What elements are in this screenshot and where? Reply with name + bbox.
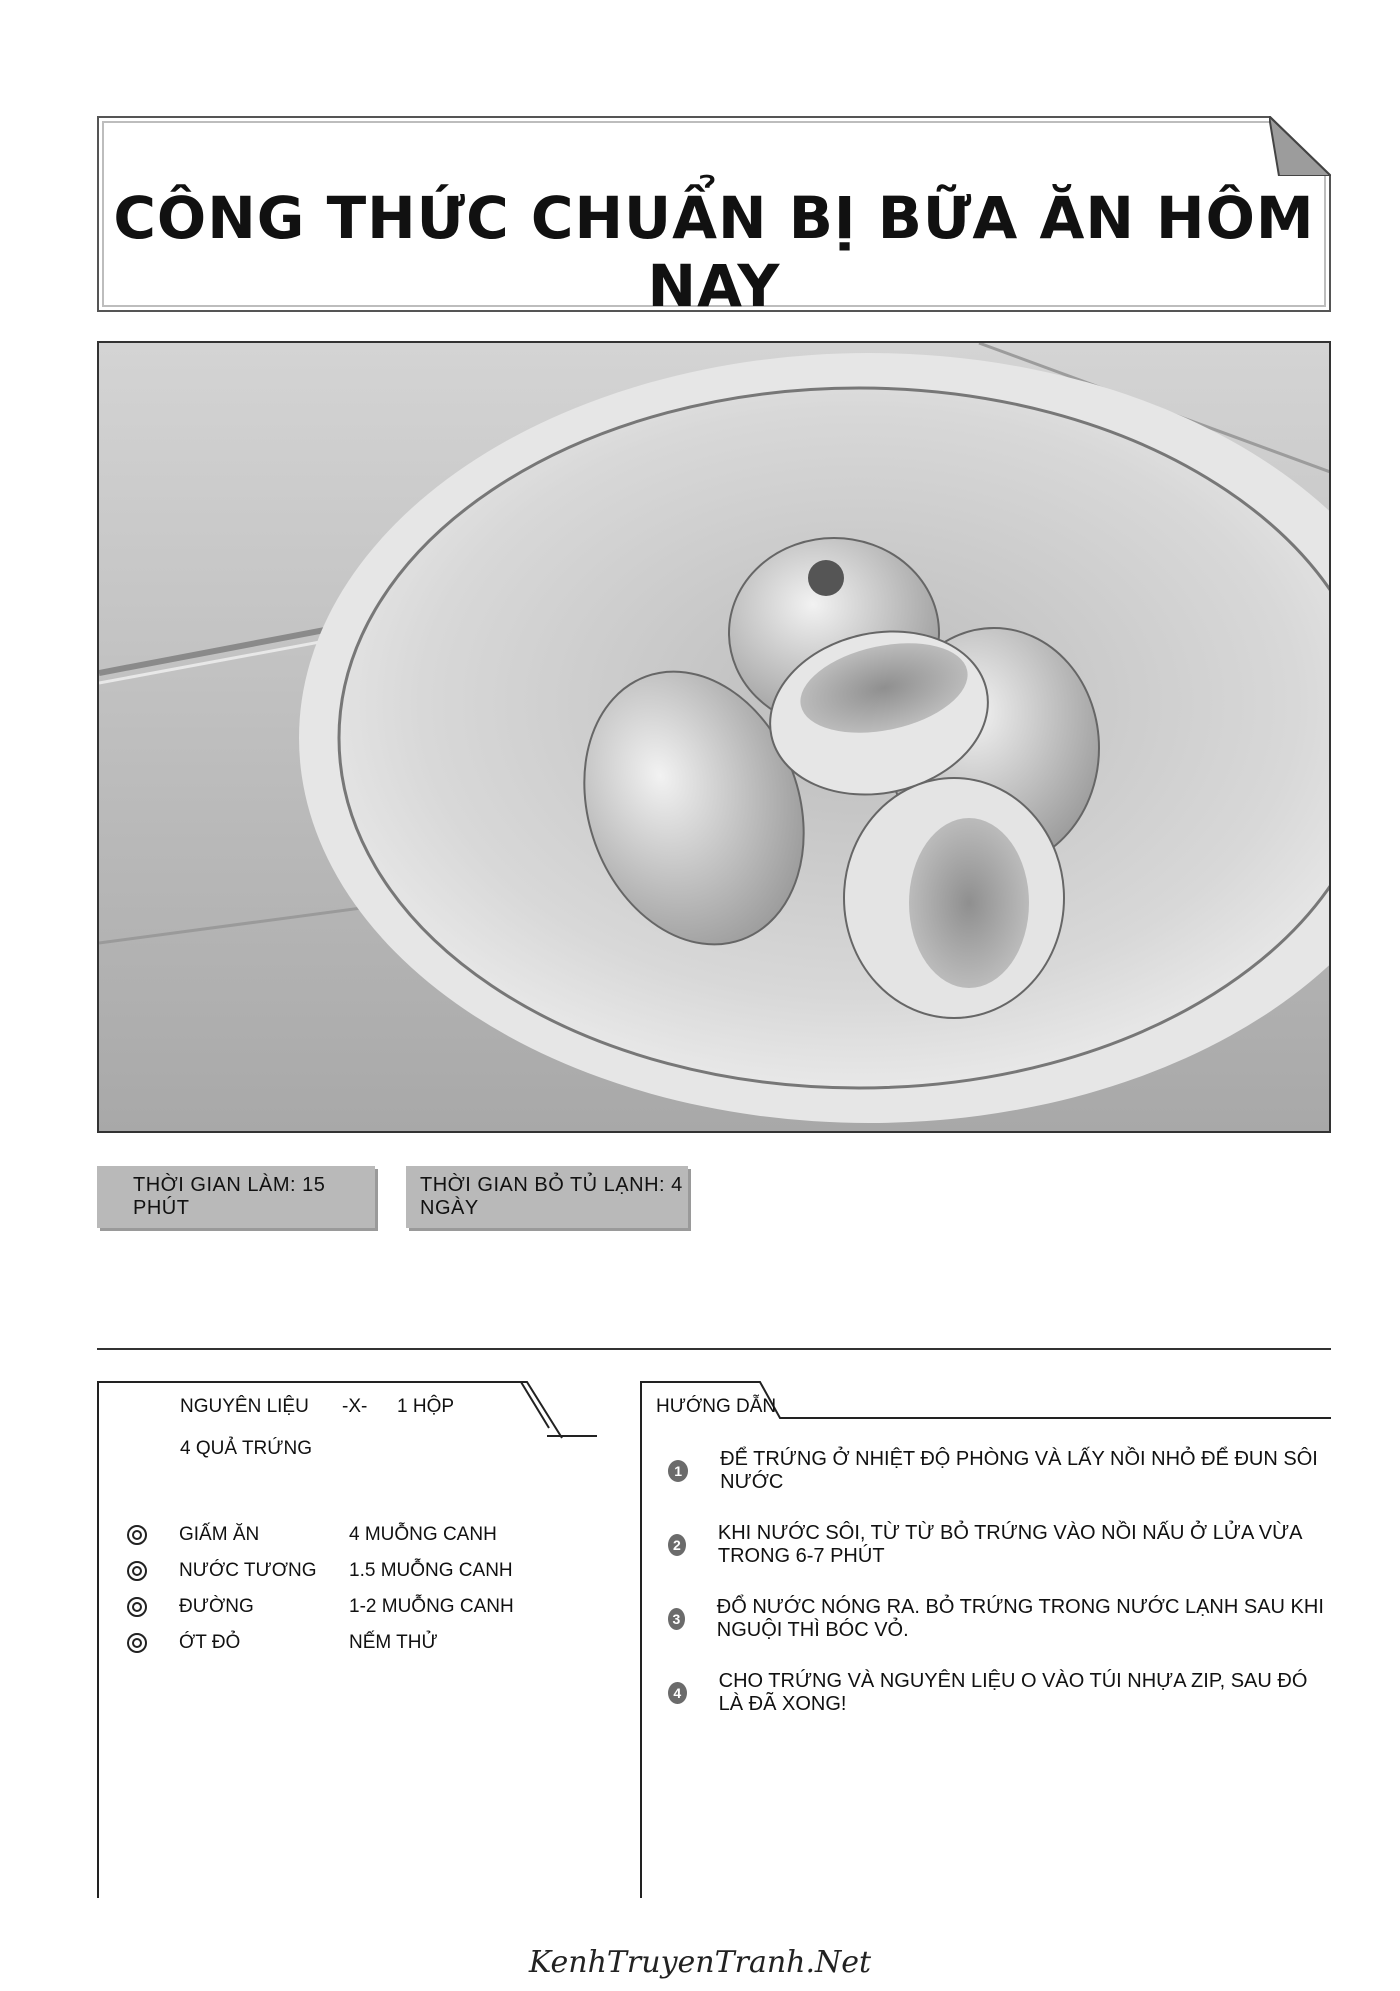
step-number: 2 (668, 1534, 686, 1556)
ingredient-amount: 4 MUỖNG CANH (349, 1524, 497, 1545)
ingredient-item (127, 1556, 513, 1586)
instructions-heading: HƯỚNG DẪN (656, 1396, 777, 1417)
watermark: KenhTruyenTranh.Net (528, 1945, 872, 1980)
page-title: CÔNG THỨC CHUẨN BỊ BỮA ĂN HÔM NAY (113, 184, 1315, 320)
title-card (97, 116, 1331, 320)
ingredient-name: ỚT ĐỎ (179, 1632, 241, 1653)
instruction-step (668, 1596, 1331, 1642)
fridge-time-label: THỜI GIAN BỎ TỦ LẠNH: 4 NGÀY (420, 1174, 683, 1219)
eggs-bowl-image (99, 343, 1331, 1133)
ingredient-item (127, 1628, 438, 1658)
ingredients-separator: -X- (342, 1396, 368, 1417)
ingredient-item (127, 1592, 514, 1622)
ingredient-amount: 1-2 MUỖNG CANH (349, 1596, 514, 1617)
bullet-icon (127, 1597, 147, 1617)
ingredients-main: 4 QUẢ TRỨNG (180, 1438, 313, 1459)
ingredient-item (127, 1520, 497, 1550)
instruction-step (668, 1522, 1331, 1568)
fridge-time-badge (406, 1166, 688, 1228)
ingredient-amount: 1.5 MUỖNG CANH (349, 1560, 513, 1581)
ingredients-panel (97, 1378, 597, 1898)
step-number: 4 (668, 1682, 687, 1704)
step-text: CHO TRỨNG VÀ NGUYÊN LIỆU O VÀO TÚI NHỰA ZIP, SAU ĐÓ LÀ ĐÃ XONG! (718, 1670, 1308, 1715)
ingredient-name: NƯỚC TƯƠNG (179, 1560, 317, 1581)
step-text: KHI NƯỚC SÔI, TỪ TỪ BỎ TRỨNG VÀO NỒI NẤU Ở LỬA VỪA TRONG 6-7 PHÚT (717, 1522, 1302, 1567)
step-number: 3 (668, 1608, 685, 1630)
page-fold-icon (1269, 116, 1331, 176)
ingredient-name: GIẤM ĂN (179, 1524, 260, 1545)
bullet-icon (127, 1633, 147, 1653)
ingredient-name: ĐƯỜNG (179, 1596, 254, 1617)
prep-time-badge (97, 1166, 375, 1228)
step-number: 1 (668, 1460, 688, 1482)
bullet-icon (127, 1561, 147, 1581)
ingredients-quantity: 1 HỘP (397, 1396, 455, 1417)
bullet-icon (127, 1525, 147, 1545)
ingredient-amount: NẾM THỬ (349, 1632, 438, 1653)
instructions-panel (640, 1378, 1331, 1898)
prep-time-label: THỜI GIAN LÀM: 15 PHÚT (133, 1174, 326, 1219)
step-text: ĐỂ TRỨNG Ở NHIỆT ĐỘ PHÒNG VÀ LẤY NỒI NHỎ ĐỂ ĐUN SÔI NƯỚC (720, 1448, 1318, 1493)
eggs-bowl-photo (97, 341, 1331, 1133)
instruction-step (668, 1670, 1331, 1716)
ingredients-heading: NGUYÊN LIỆU (180, 1396, 309, 1417)
section-divider (97, 1348, 1331, 1350)
instruction-step (668, 1448, 1331, 1494)
step-text: ĐỔ NƯỚC NÓNG RA. BỎ TRỨNG TRONG NƯỚC LẠNH SAU KHI NGUỘI THÌ BÓC VỎ. (716, 1596, 1324, 1641)
